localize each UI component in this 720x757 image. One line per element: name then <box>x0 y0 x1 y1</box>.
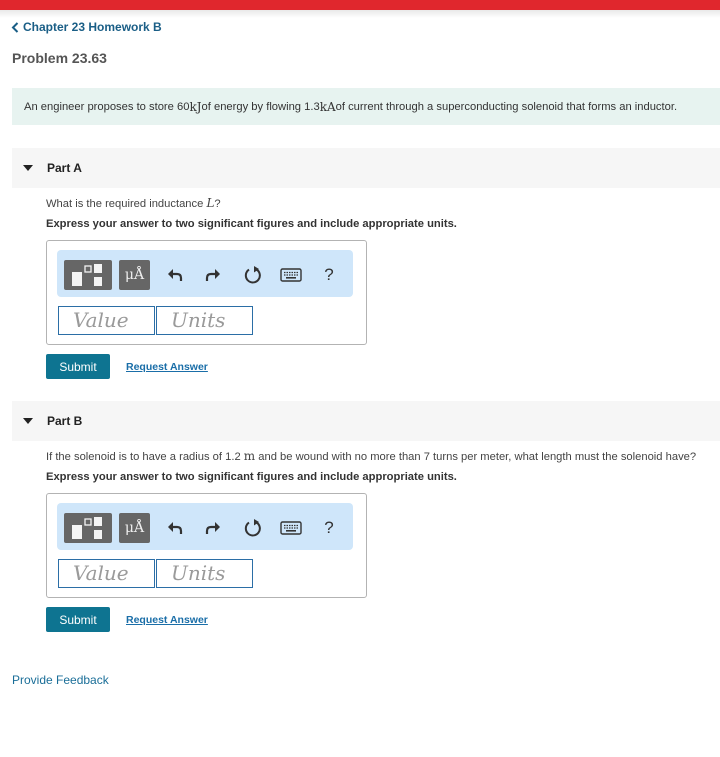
redo-icon <box>204 519 222 537</box>
current-unit: kA <box>319 99 336 114</box>
part-a-submit-button[interactable]: Submit <box>46 354 110 379</box>
question-text: What is the required inductance <box>46 198 207 210</box>
redo-icon <box>204 266 222 284</box>
part-a-request-answer-link[interactable]: Request Answer <box>126 361 208 373</box>
part-a-answer-box <box>46 240 367 345</box>
part-a-instruction: Express your answer to two significant figures and include appropriate units. <box>46 218 457 230</box>
part-b-label: Part B <box>47 414 83 428</box>
part-a-label: Part A <box>47 161 82 175</box>
redo-button[interactable] <box>199 260 227 290</box>
statement-text: of energy by flowing 1.3 <box>201 100 320 113</box>
caret-down-icon <box>23 418 33 424</box>
templates-button[interactable] <box>64 260 112 290</box>
keyboard-button[interactable] <box>277 513 305 543</box>
reset-button[interactable] <box>239 513 267 543</box>
undo-icon <box>166 266 184 284</box>
problem-title: Problem 23.63 <box>12 50 107 66</box>
value-input[interactable]: Value <box>58 306 155 335</box>
help-button[interactable]: ? <box>324 265 334 284</box>
question-text: and be wound with no more than 7 turns per meter, what length must the solenoid have? <box>255 451 697 463</box>
radius-unit: m <box>243 449 256 463</box>
caret-down-icon <box>23 165 33 171</box>
back-link-label: Chapter 23 Homework B <box>23 20 162 34</box>
part-b-request-answer-link[interactable]: Request Answer <box>126 614 208 626</box>
problem-statement <box>12 88 720 125</box>
undo-button[interactable] <box>161 260 189 290</box>
math-toolbar <box>57 503 353 550</box>
help-button[interactable]: ? <box>324 518 334 537</box>
part-b-answer-box <box>46 493 367 598</box>
keyboard-button[interactable] <box>277 260 305 290</box>
reset-icon <box>243 265 263 285</box>
part-b-question <box>46 449 696 463</box>
question-text: If the solenoid is to have a radius of 1.2 <box>46 451 244 463</box>
top-shadow <box>0 10 720 18</box>
undo-button[interactable] <box>161 513 189 543</box>
keyboard-icon <box>280 268 302 282</box>
math-toolbar <box>57 250 353 297</box>
reset-button[interactable] <box>239 260 267 290</box>
keyboard-icon <box>280 521 302 535</box>
top-brand-bar <box>0 0 720 10</box>
units-input[interactable]: Units <box>156 306 253 335</box>
units-symbols-button[interactable]: μÅ <box>119 260 150 290</box>
statement-text: An engineer proposes to store 60 <box>24 100 190 113</box>
statement-text: of current through a superconducting solenoid that forms an inductor. <box>335 100 678 113</box>
redo-button[interactable] <box>199 513 227 543</box>
back-to-chapter-link[interactable] <box>11 20 162 34</box>
value-input[interactable]: Value <box>58 559 155 588</box>
templates-button[interactable] <box>64 513 112 543</box>
units-symbols-button[interactable]: μÅ <box>119 513 150 543</box>
part-b-header[interactable] <box>12 401 720 441</box>
part-b-submit-button[interactable]: Submit <box>46 607 110 632</box>
undo-icon <box>166 519 184 537</box>
question-text: ? <box>214 198 221 210</box>
energy-unit: kJ <box>189 99 202 114</box>
units-input[interactable]: Units <box>156 559 253 588</box>
provide-feedback-link[interactable]: Provide Feedback <box>12 673 109 687</box>
question-variable: L <box>206 196 215 210</box>
reset-icon <box>243 518 263 538</box>
part-a-question <box>46 196 221 210</box>
chevron-left-icon <box>11 22 19 33</box>
part-a-header[interactable] <box>12 148 720 188</box>
templates-icon <box>70 516 106 540</box>
templates-icon <box>70 263 106 287</box>
part-b-instruction: Express your answer to two significant figures and include appropriate units. <box>46 471 457 483</box>
